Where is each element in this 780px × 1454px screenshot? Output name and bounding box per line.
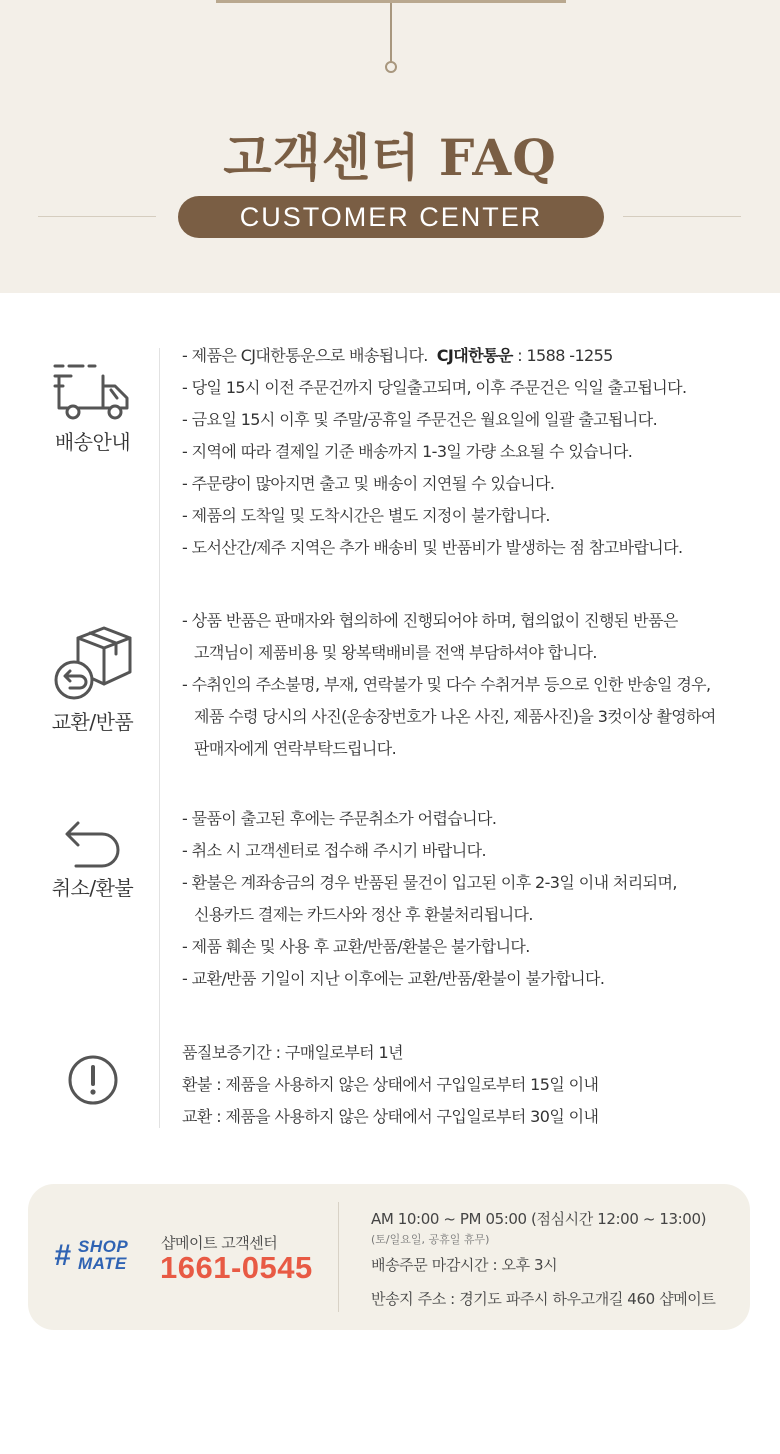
list-item: - 제품의 도착일 및 도착시간은 별도 지정이 불가합니다. (182, 506, 550, 525)
section-shipping-lines (182, 340, 762, 564)
holiday-note: (토/일요일, 공휴일 휴무) (371, 1233, 490, 1246)
business-hours: AM 10:00 ~ PM 05:00 (점심시간 12:00 ~ 13:00) (371, 1210, 707, 1228)
section-cancel-label: 취소/환불 (51, 876, 134, 900)
subtitle-left-line (38, 216, 156, 217)
section-exchange-icon-block (40, 624, 145, 735)
customer-center-phone[interactable]: 1661-0545 (160, 1250, 313, 1285)
subtitle-right-line (623, 216, 741, 217)
list-item: - 제품은 CJ대한통운으로 배송됩니다. CJ대한통운 : 1588 -1255 (182, 346, 613, 365)
list-item: - 주문량이 많아지면 출고 및 배송이 지연될 수 있습니다. (182, 474, 555, 493)
page-header (0, 0, 780, 293)
return-box-icon (52, 624, 134, 702)
header-pendant-line (390, 3, 392, 63)
section-cancel-icon-block (40, 818, 145, 901)
customer-center-label: 샵메이트 고객센터 (161, 1234, 278, 1252)
list-item: 신용카드 결제는 카드사와 정산 후 환불처리됩니다. (194, 905, 533, 924)
undo-arrow-icon (62, 818, 124, 868)
footer-divider (338, 1202, 339, 1312)
section-cancel-lines (182, 803, 762, 995)
return-address: 반송지 주소 : 경기도 파주시 하우고개길 460 샵메이트 (371, 1290, 716, 1308)
courier-name: CJ대한통운 (436, 346, 513, 365)
header-pendant-ring (385, 61, 397, 73)
section-shipping-label: 배송안내 (54, 430, 131, 454)
section-warranty-icon-block (40, 1054, 145, 1106)
list-item: - 금요일 15시 이후 및 주말/공휴일 주문건은 월요일에 일괄 출고됩니다. (182, 410, 658, 429)
shopmate-logo (54, 1238, 149, 1272)
section-exchange-lines (182, 605, 762, 765)
courier-phone: : 1588 -1255 (512, 346, 613, 365)
section-shipping-icon-block (40, 362, 145, 455)
list-item: - 도서산간/제주 지역은 추가 배송비 및 반품비가 발생하는 점 참고바랍니다. (182, 538, 683, 557)
order-cutoff-time: 배송주문 마감시간 : 오후 3시 (371, 1256, 558, 1274)
list-item: 제품 수령 당시의 사진(운송장번호가 나온 사진, 제품사진)을 3컷이상 촬영하여 (194, 707, 716, 726)
list-item: - 제품 훼손 및 사용 후 교환/반품/환불은 불가합니다. (182, 937, 530, 956)
section-exchange-label: 교환/반품 (51, 710, 134, 734)
list-item: - 수취인의 주소불명, 부재, 연락불가 및 다수 수취거부 등으로 인한 반송일 경우, (182, 675, 711, 694)
section-warranty-lines (182, 1037, 762, 1133)
exclamation-circle-icon (67, 1054, 119, 1106)
list-item: - 당일 15시 이전 주문건까지 당일출고되며, 이후 주문건은 익일 출고됩니다. (182, 378, 687, 397)
list-item: - 취소 시 고객센터로 접수해 주시기 바랍니다. (182, 841, 486, 860)
list-item: - 물품이 출고된 후에는 주문취소가 어렵습니다. (182, 809, 497, 828)
customer-center-footer (28, 1184, 750, 1330)
list-item: 판매자에게 연락부탁드립니다. (194, 739, 397, 758)
list-item: - 상품 반품은 판매자와 협의하에 진행되어야 하며, 협의없이 진행된 반품은 (182, 611, 678, 630)
page-title: 고객센터 FAQ (223, 128, 557, 187)
page-subtitle-badge: CUSTOMER CENTER (178, 196, 604, 238)
list-item: 교환 : 제품을 사용하지 않은 상태에서 구입일로부터 30일 이내 (182, 1107, 599, 1126)
list-item: - 지역에 따라 결제일 기준 배송까지 1-3일 가량 소요될 수 있습니다. (182, 442, 633, 461)
vertical-divider (159, 348, 160, 1128)
logo-hash: # (54, 1239, 71, 1272)
truck-icon (53, 362, 133, 422)
logo-text-line1: SHOP (78, 1237, 129, 1256)
list-item: 품질보증기간 : 구매일로부터 1년 (182, 1043, 403, 1062)
list-item: 고객님이 제품비용 및 왕복택배비를 전액 부담하셔야 합니다. (194, 643, 597, 662)
list-item: - 환불은 계좌송금의 경우 반품된 물건이 입고된 이후 2-3일 이내 처리되며, (182, 873, 677, 892)
list-item: 환불 : 제품을 사용하지 않은 상태에서 구입일로부터 15일 이내 (182, 1075, 599, 1094)
logo-text-line2: MATE (78, 1254, 127, 1273)
list-item: - 교환/반품 기일이 지난 이후에는 교환/반품/환불이 불가합니다. (182, 969, 605, 988)
